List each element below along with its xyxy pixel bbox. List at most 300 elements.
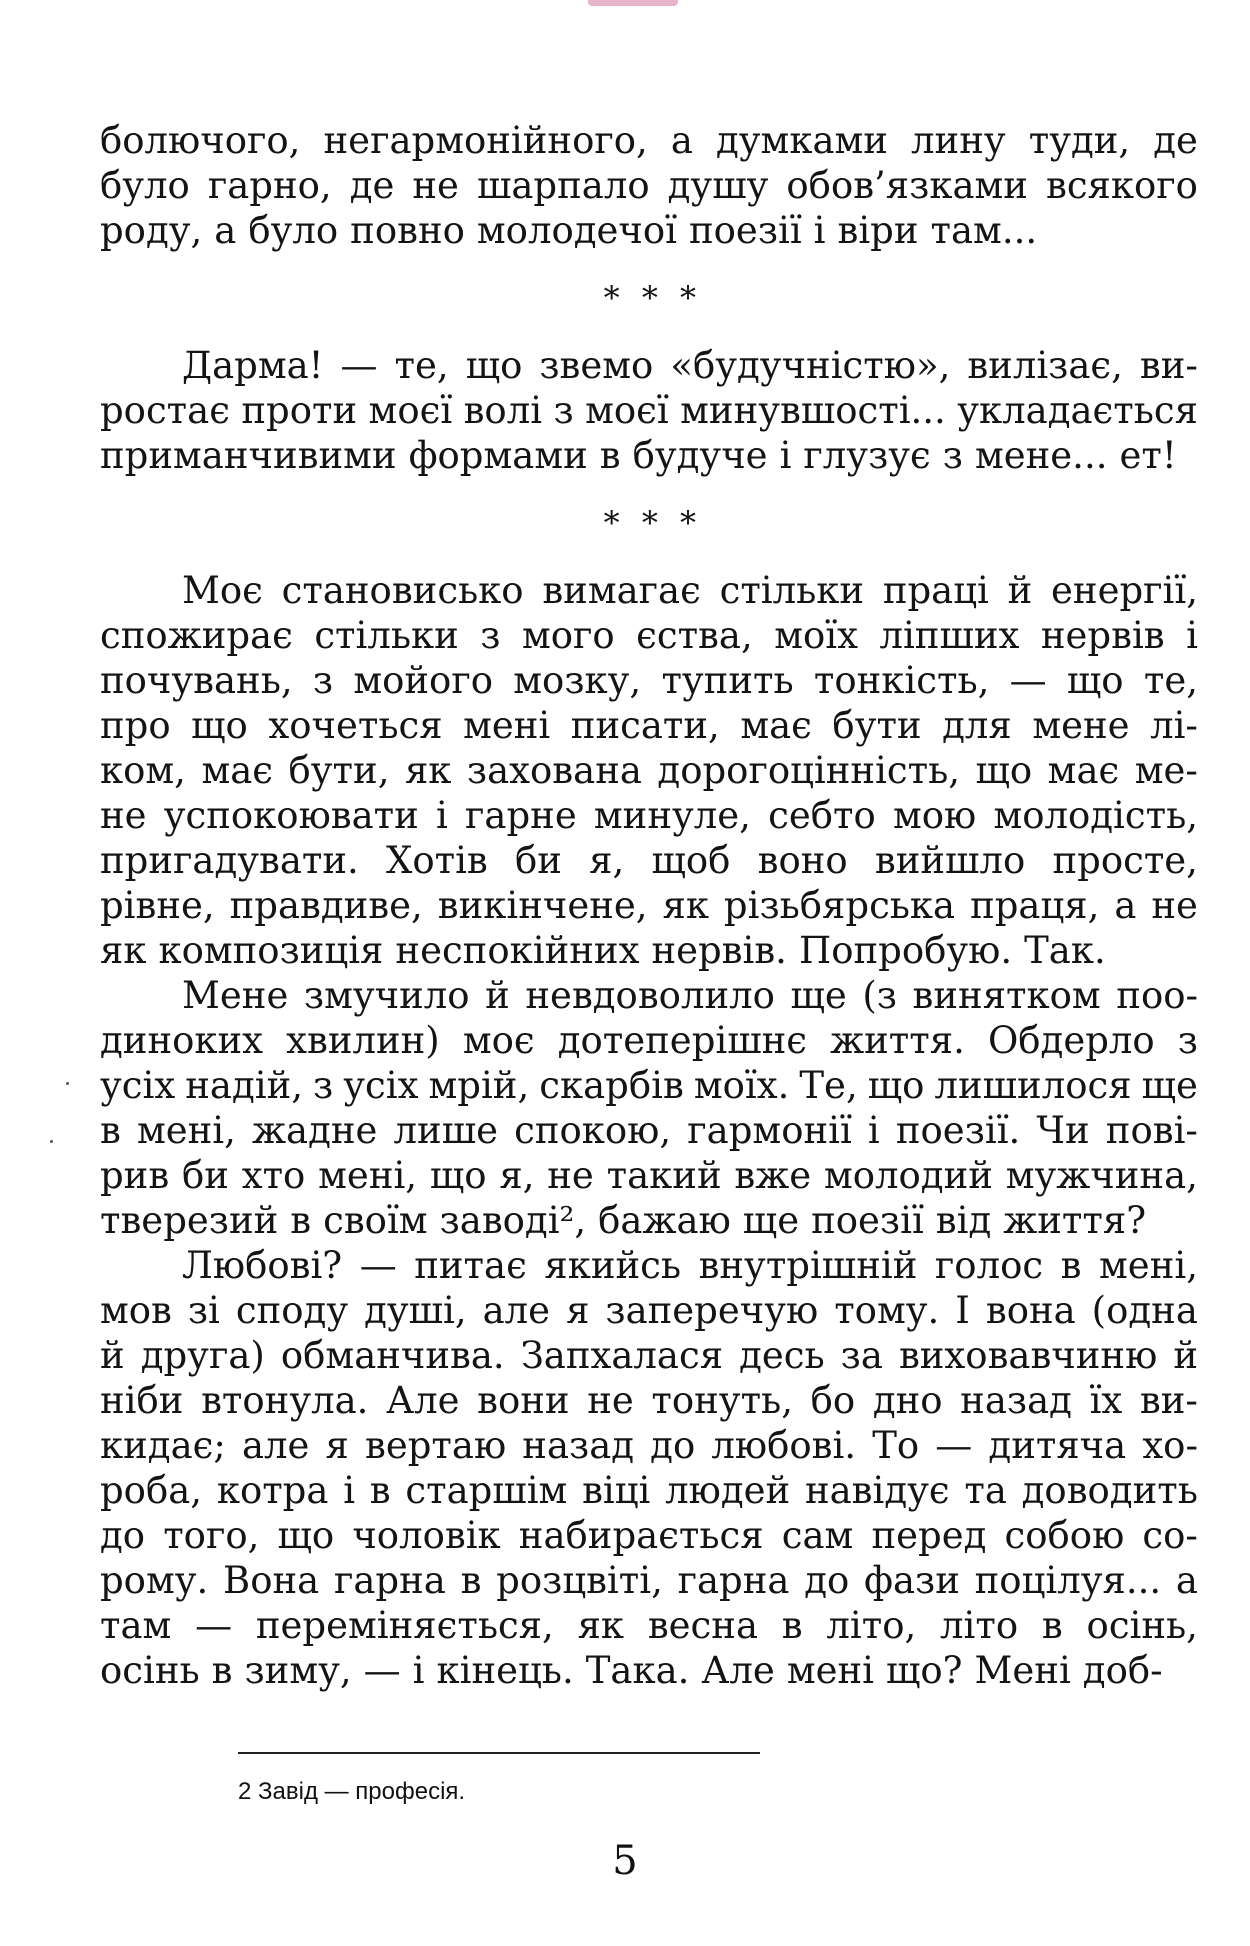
- word: вже: [734, 1154, 812, 1197]
- word: про: [100, 704, 171, 747]
- paragraph: [100, 568, 1198, 973]
- word: бути,: [288, 749, 390, 792]
- word: і: [867, 1109, 880, 1152]
- word: життя.: [830, 1019, 965, 1062]
- word: навідує: [804, 1469, 950, 1512]
- word: і: [779, 434, 792, 477]
- word: лишилося: [934, 1064, 1132, 1107]
- word: в: [781, 1604, 803, 1647]
- word: має: [1047, 749, 1120, 792]
- word: мозку,: [513, 659, 642, 702]
- word: Запхалася: [520, 1334, 724, 1377]
- word: повно: [350, 209, 465, 252]
- scan-speck: [66, 1082, 69, 1085]
- word: —: [935, 1424, 973, 1467]
- word: невдоволило: [525, 974, 775, 1017]
- word: енергії,: [1051, 569, 1198, 612]
- word: Хотів: [386, 839, 488, 882]
- word: композиція: [158, 929, 384, 972]
- word: ще: [790, 974, 847, 1017]
- text-line: [100, 928, 1198, 973]
- scan-speck: [50, 1140, 53, 1143]
- word: що: [975, 749, 1033, 792]
- word: не: [547, 1154, 594, 1197]
- text-line: [100, 1333, 1198, 1378]
- word: переміняється,: [255, 1604, 554, 1647]
- text-line: [100, 1558, 1198, 1603]
- word: друга): [140, 1334, 265, 1377]
- word: назад: [960, 1379, 1072, 1422]
- text-line: [100, 1648, 1198, 1693]
- word: їх: [1089, 1379, 1123, 1422]
- word: має: [740, 704, 812, 747]
- word: себто: [768, 794, 876, 837]
- word: будуче: [632, 434, 768, 477]
- word: (з: [862, 974, 897, 1017]
- word: що?: [885, 1649, 963, 1692]
- word: Така.: [585, 1649, 690, 1692]
- word: Те,: [799, 1064, 858, 1107]
- word: укладається: [957, 389, 1198, 432]
- word: нервів.: [651, 929, 787, 972]
- text-line: [100, 1153, 1198, 1198]
- word: гарна: [677, 1559, 790, 1602]
- word: спокою,: [514, 1109, 672, 1152]
- word: ет!: [1119, 434, 1177, 477]
- word: щоб: [651, 839, 731, 882]
- word: як: [100, 929, 147, 972]
- word: до: [804, 1559, 850, 1602]
- word: віці: [582, 1469, 651, 1512]
- word: тонуть,: [651, 1379, 793, 1422]
- word: літо: [940, 1604, 1019, 1647]
- word: набирається: [518, 1514, 764, 1557]
- word: було: [248, 209, 339, 252]
- word: й: [485, 974, 510, 1017]
- word: зі: [187, 1289, 220, 1332]
- word: життя?: [1003, 1199, 1147, 1242]
- word: бажаю: [598, 1199, 731, 1242]
- word: мойого: [353, 659, 493, 702]
- paragraph: [100, 1243, 1198, 1693]
- word: со-: [1142, 1514, 1198, 1557]
- word: мрій,: [428, 1064, 530, 1107]
- word: в: [460, 1559, 482, 1602]
- text-line: [100, 433, 1198, 478]
- word: молодечої: [476, 209, 677, 252]
- word: в: [369, 1469, 391, 1512]
- word: (одна: [1091, 1289, 1198, 1332]
- word: правдиве,: [229, 884, 423, 927]
- text-line: [100, 1513, 1198, 1558]
- word: мені: [463, 704, 551, 747]
- word: «будучністю»,: [670, 344, 951, 387]
- word: кидає;: [100, 1424, 226, 1467]
- section-separator: * * *: [603, 279, 702, 317]
- word: болючого,: [100, 119, 301, 162]
- word: де: [1153, 119, 1198, 162]
- word: мені,: [318, 1154, 418, 1197]
- word: усіх: [100, 1064, 176, 1107]
- word: формами: [408, 434, 588, 477]
- word: роду,: [100, 209, 203, 252]
- word: мене: [1032, 704, 1130, 747]
- word: що: [465, 344, 523, 387]
- word: кінець.: [436, 1649, 574, 1692]
- word: роба,: [100, 1469, 203, 1512]
- word: й: [1173, 1334, 1198, 1377]
- word: душі,: [364, 1289, 467, 1332]
- word: би: [181, 1154, 229, 1197]
- word: хо-: [1142, 1424, 1198, 1467]
- word: То: [872, 1424, 920, 1467]
- word: і: [412, 1649, 425, 1692]
- word: людей: [665, 1469, 791, 1512]
- word: Але: [386, 1379, 460, 1422]
- word: фази: [864, 1559, 960, 1602]
- word: літо,: [826, 1604, 917, 1647]
- word: успокоювати: [163, 794, 419, 837]
- word: лі-: [1150, 704, 1198, 747]
- word: тупить: [661, 659, 794, 702]
- footnote: 2 Завід — професія.: [238, 1778, 466, 1805]
- word: надій,: [185, 1064, 303, 1107]
- word: ще: [1141, 1064, 1198, 1107]
- word: поцілуя...: [974, 1559, 1162, 1602]
- word: як: [662, 884, 709, 927]
- word: я,: [589, 839, 625, 882]
- word: мужчина,: [1005, 1154, 1198, 1197]
- text-line: [100, 1378, 1198, 1423]
- text-line: [100, 118, 1198, 163]
- text-line: [100, 388, 1198, 433]
- word: там...: [930, 209, 1038, 252]
- word: мене...: [974, 434, 1108, 477]
- word: вилізає,: [967, 344, 1123, 387]
- word: Любові?: [182, 1244, 343, 1287]
- word: доб-: [1082, 1649, 1163, 1692]
- word: Моє: [182, 569, 263, 612]
- word: нервів: [1040, 614, 1165, 657]
- paragraph: [100, 343, 1198, 478]
- word: думками: [716, 119, 888, 162]
- word: до: [100, 1514, 146, 1557]
- word: що: [1066, 659, 1124, 702]
- word: а: [1175, 1559, 1198, 1602]
- word: як: [404, 749, 452, 792]
- word: Вона: [223, 1559, 320, 1602]
- word: становисько: [281, 569, 524, 612]
- section-separator: * * *: [603, 504, 702, 542]
- word: собою: [1004, 1514, 1125, 1557]
- word: любові.: [711, 1424, 857, 1467]
- word: гарна: [333, 1559, 446, 1602]
- text-line: [100, 793, 1198, 838]
- word: я,: [499, 1154, 535, 1197]
- word: писати,: [570, 704, 720, 747]
- word: і: [436, 794, 448, 837]
- text-line: [100, 208, 1198, 253]
- word: не: [587, 1379, 634, 1422]
- word: з: [1177, 1019, 1198, 1062]
- word: назад: [522, 1424, 635, 1467]
- word: лину: [911, 119, 1006, 162]
- footnote-divider: [238, 1752, 760, 1754]
- word: вони: [477, 1379, 570, 1422]
- word: а: [670, 119, 693, 162]
- text-line: [100, 343, 1198, 388]
- text-line: [100, 973, 1198, 1018]
- word: гармонії: [687, 1109, 852, 1152]
- word: я: [325, 1424, 349, 1467]
- top-edge-mark: [588, 0, 678, 6]
- word: звемо: [539, 344, 654, 387]
- word: не: [100, 794, 147, 837]
- word: Мені: [974, 1649, 1071, 1692]
- word: з: [480, 614, 501, 657]
- text-line: [100, 1063, 1198, 1108]
- word: вона: [985, 1289, 1076, 1332]
- word: доводить: [1021, 1469, 1198, 1512]
- word: що: [191, 704, 248, 747]
- word: —: [363, 1649, 401, 1692]
- word: де: [349, 164, 395, 207]
- word: як: [577, 1604, 625, 1647]
- word: ви-: [1139, 344, 1198, 387]
- text-line: [100, 568, 1198, 613]
- word: і: [343, 1469, 356, 1512]
- word: а: [1114, 884, 1137, 927]
- word: жадне: [252, 1109, 378, 1152]
- word: спожирає: [100, 614, 293, 657]
- word: захована: [466, 749, 642, 792]
- text-line: [100, 838, 1198, 883]
- word: що: [429, 1154, 487, 1197]
- word: проти: [241, 389, 358, 432]
- word: ме-: [1134, 749, 1198, 792]
- word: осінь,: [1086, 1604, 1198, 1647]
- word: поезії: [688, 209, 802, 252]
- word: голос: [934, 1244, 1044, 1287]
- word: хто: [241, 1154, 306, 1197]
- word: викінчене,: [437, 884, 648, 927]
- word: було: [100, 164, 190, 207]
- word: мою: [892, 794, 977, 837]
- word: глузує: [803, 434, 931, 477]
- word: тонкість,: [813, 659, 990, 702]
- word: для: [942, 704, 1012, 747]
- word: гарне: [465, 794, 577, 837]
- word: тому.: [834, 1289, 940, 1332]
- word: рив: [100, 1154, 170, 1197]
- word: не: [1151, 884, 1198, 927]
- word: своїм: [323, 1199, 428, 1242]
- word: й: [1007, 569, 1033, 612]
- word: заводі²,: [439, 1199, 587, 1242]
- word: в: [1041, 1604, 1063, 1647]
- word: від: [935, 1199, 992, 1242]
- word: Обдерло: [987, 1019, 1155, 1062]
- word: мені,: [136, 1109, 236, 1152]
- word: котра: [216, 1469, 329, 1512]
- word: розцвіті,: [496, 1559, 663, 1602]
- word: мого: [521, 614, 615, 657]
- word: в: [599, 434, 621, 477]
- word: з: [312, 659, 334, 702]
- word: сам: [781, 1514, 854, 1557]
- word: стільки: [314, 614, 459, 657]
- word: вийшло: [874, 839, 1026, 882]
- text-line: [100, 1198, 1198, 1243]
- word: моєї: [585, 389, 669, 432]
- word: винятком: [912, 974, 1101, 1017]
- word: що: [277, 1514, 335, 1557]
- text-line: [100, 1108, 1198, 1153]
- text-line: [100, 1603, 1198, 1648]
- word: весна: [647, 1604, 758, 1647]
- word: молодість,: [993, 794, 1198, 837]
- word: —: [195, 1604, 233, 1647]
- word: вимагає: [542, 569, 701, 612]
- word: пові-: [1105, 1109, 1198, 1152]
- word: стільки: [719, 569, 865, 612]
- word: втонула.: [201, 1379, 369, 1422]
- word: а: [214, 209, 237, 252]
- text-line: [100, 1423, 1198, 1468]
- word: і: [1186, 614, 1198, 657]
- word: тверезий: [100, 1199, 279, 1242]
- word: моїх: [774, 614, 858, 657]
- word: шарпало: [476, 164, 650, 207]
- text-line: [100, 703, 1198, 748]
- word: молодий: [823, 1154, 993, 1197]
- word: бути: [832, 704, 922, 747]
- word: рівне,: [100, 884, 215, 927]
- text-line: [100, 658, 1198, 703]
- page-number: 5: [612, 1838, 638, 1884]
- word: воно: [757, 839, 848, 882]
- word: поезії: [811, 1199, 924, 1242]
- page-body: [100, 118, 1198, 1738]
- text-line: [100, 748, 1198, 793]
- word: має: [201, 749, 274, 792]
- word: дорогоцінність,: [657, 749, 960, 792]
- word: ростає: [100, 389, 230, 432]
- word: з: [553, 389, 574, 432]
- word: почувань,: [100, 659, 293, 702]
- word: волі: [463, 389, 543, 432]
- word: Так.: [1024, 929, 1106, 972]
- word: те,: [1143, 659, 1198, 702]
- word: ніби: [100, 1379, 184, 1422]
- word: там: [100, 1604, 172, 1647]
- word: негармонійного,: [323, 119, 648, 162]
- word: але: [241, 1424, 310, 1467]
- word: неспокійних: [395, 929, 640, 972]
- word: внутрішній: [698, 1244, 918, 1287]
- word: Чи: [1036, 1109, 1090, 1152]
- word: праця,: [970, 884, 1100, 927]
- paragraph: [100, 973, 1198, 1243]
- word: дотеперішнє: [557, 1019, 807, 1062]
- word: такий: [606, 1154, 722, 1197]
- text-line: [100, 163, 1198, 208]
- word: з: [942, 434, 963, 477]
- word: моїх.: [693, 1064, 790, 1107]
- text-line: [100, 1288, 1198, 1333]
- word: ви-: [1139, 1379, 1198, 1422]
- word: минувшості...: [680, 389, 946, 432]
- word: в: [1060, 1244, 1082, 1287]
- word: питає: [414, 1244, 527, 1287]
- word: бо: [810, 1379, 856, 1422]
- word: виховавчиню: [898, 1334, 1158, 1377]
- word: рому.: [100, 1559, 209, 1602]
- word: перед: [871, 1514, 987, 1557]
- word: змучило: [303, 974, 470, 1017]
- word: дитяча: [988, 1424, 1127, 1467]
- text-line: [100, 1243, 1198, 1288]
- word: в: [100, 1109, 121, 1152]
- word: —: [340, 344, 378, 387]
- word: і: [813, 209, 826, 252]
- word: що: [867, 1064, 925, 1107]
- word: та: [964, 1469, 1007, 1512]
- word: те,: [394, 344, 449, 387]
- word: й: [100, 1334, 125, 1377]
- word: туди,: [1028, 119, 1131, 162]
- paragraph: [100, 118, 1198, 253]
- word: зиму,: [244, 1649, 352, 1692]
- word: осінь: [100, 1649, 200, 1692]
- word: я: [566, 1289, 590, 1332]
- text-line: [100, 1018, 1198, 1063]
- word: ком,: [100, 749, 186, 792]
- word: в: [290, 1199, 312, 1242]
- word: Мене: [182, 974, 289, 1017]
- word: поо-: [1116, 974, 1198, 1017]
- word: чоловік: [352, 1514, 501, 1557]
- word: І: [955, 1289, 970, 1332]
- word: десь: [739, 1334, 825, 1377]
- word: в: [211, 1649, 233, 1692]
- word: скарбів: [539, 1064, 684, 1107]
- word: заперечую: [605, 1289, 819, 1332]
- word: Дарма!: [182, 344, 324, 387]
- word: моєї: [368, 389, 453, 432]
- word: мені: [786, 1649, 874, 1692]
- word: лише: [393, 1109, 499, 1152]
- word: всякого: [1045, 164, 1198, 207]
- word: би: [514, 839, 562, 882]
- word: —: [1009, 659, 1047, 702]
- word: Але: [701, 1649, 775, 1692]
- word: старшім: [405, 1469, 568, 1512]
- word: обманчива.: [280, 1334, 505, 1377]
- word: єства,: [636, 614, 753, 657]
- word: приманчивими: [100, 434, 397, 477]
- text-line: [100, 883, 1198, 928]
- word: пригадувати.: [100, 839, 359, 882]
- word: споду: [235, 1289, 349, 1332]
- word: ще: [742, 1199, 800, 1242]
- word: хвилин): [286, 1019, 440, 1062]
- word: того,: [163, 1514, 260, 1557]
- word: мені,: [1099, 1244, 1198, 1287]
- word: моє: [462, 1019, 535, 1062]
- word: поезії.: [895, 1109, 1021, 1152]
- word: Попробую.: [798, 929, 1013, 972]
